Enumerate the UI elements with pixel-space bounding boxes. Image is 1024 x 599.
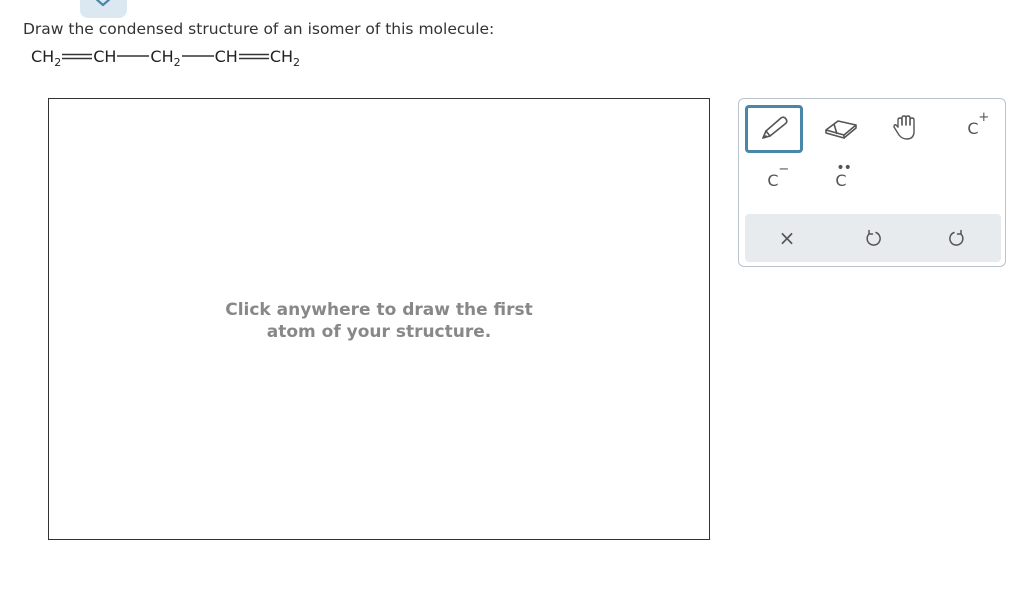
undo-button[interactable]: [843, 214, 903, 262]
lone-pair-tool-button[interactable]: [813, 157, 869, 203]
formula-group-4: CH: [214, 46, 238, 66]
chevron-down-icon: [92, 0, 114, 8]
hand-tool-button[interactable]: [879, 105, 935, 151]
clear-button[interactable]: [757, 214, 817, 262]
double-bond: [62, 53, 92, 60]
lone-pair-carbon-symbol: •• C: [835, 159, 851, 190]
carbanion-symbol: C −: [767, 161, 790, 190]
structure-toolbox: [738, 98, 1006, 267]
canvas-hint: [49, 299, 709, 343]
single-bond: [182, 55, 214, 57]
question-prompt: Draw the condensed structure of an isomer of this molecule:: [23, 20, 495, 38]
redo-icon: [948, 229, 966, 247]
formula-group-2: CH: [93, 46, 117, 66]
carbocation-symbol: C +: [967, 109, 990, 138]
formula-group-3: $CH_2$: [150, 46, 181, 69]
hand-icon: [892, 113, 922, 143]
action-bar: [745, 214, 1001, 262]
double-bond: [239, 53, 269, 60]
canvas-hint-line-1: Click anywhere to draw the first: [225, 300, 533, 320]
carbocation-tool-button[interactable]: [945, 105, 1001, 151]
molecule-formula: [31, 45, 300, 67]
single-bond: [117, 55, 149, 57]
eraser-tool-button[interactable]: [813, 105, 869, 151]
canvas-hint-line-2: atom of your structure.: [266, 322, 492, 342]
carbanion-tool-button[interactable]: [745, 157, 801, 203]
formula-group-5: $CH_2$: [269, 46, 301, 69]
expand-tab[interactable]: [80, 0, 127, 18]
undo-icon: [864, 229, 882, 247]
redo-button[interactable]: [927, 214, 987, 262]
drawing-canvas[interactable]: [48, 98, 710, 540]
pencil-tool-button[interactable]: [745, 105, 803, 153]
clear-icon: ×: [778, 226, 796, 250]
pencil-icon: [757, 114, 791, 144]
formula-group-1: $CH_2$: [31, 46, 62, 69]
eraser-icon: [823, 115, 859, 141]
